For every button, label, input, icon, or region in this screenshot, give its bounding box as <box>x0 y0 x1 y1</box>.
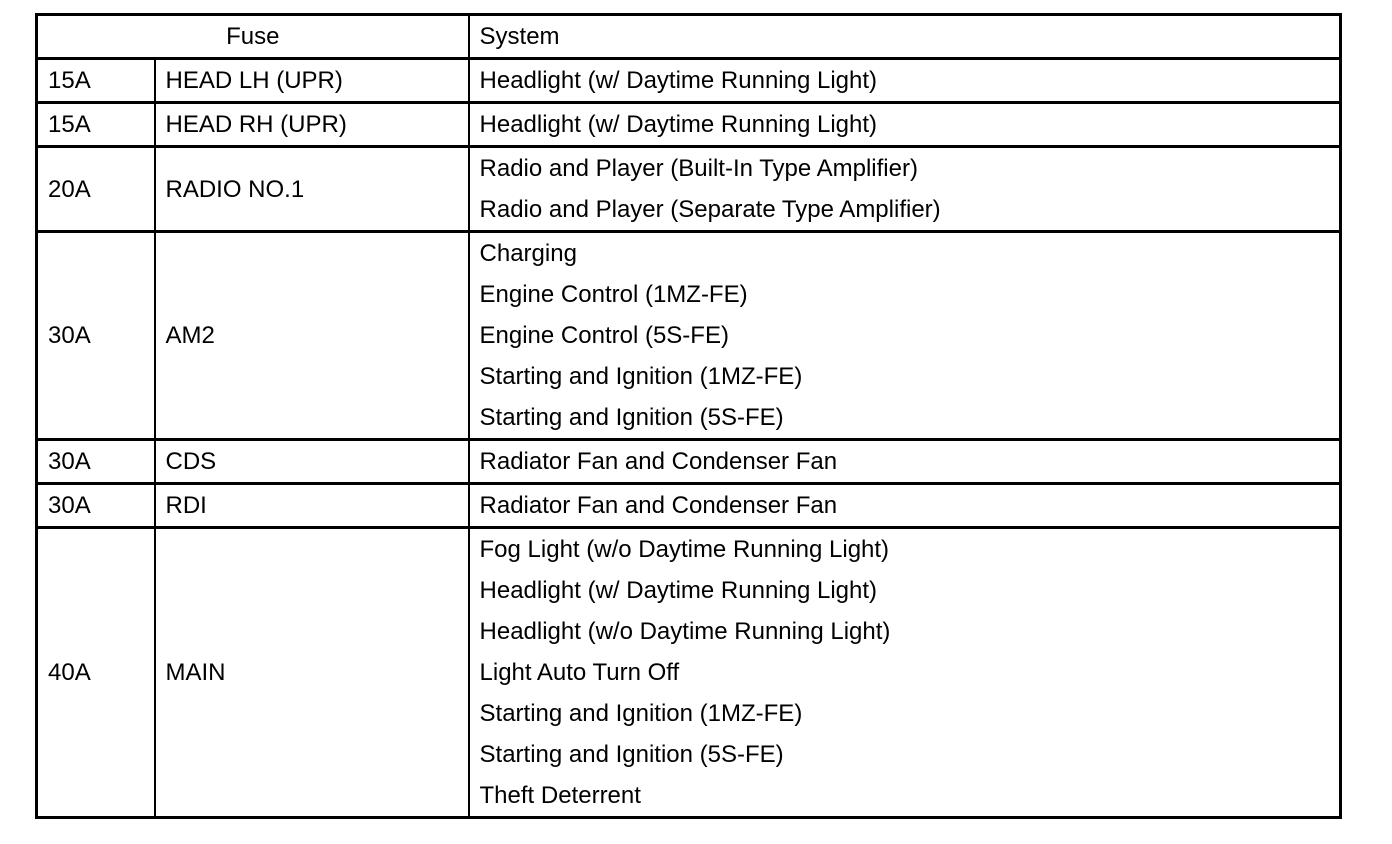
system-item: Light Auto Turn Off <box>479 659 680 686</box>
system-item: Starting and Ignition (1MZ-FE) <box>479 700 803 727</box>
system-cell <box>469 59 1341 103</box>
table-row <box>37 232 1341 440</box>
system-item: Radio and Player (Separate Type Amplifier) <box>479 196 941 223</box>
system-item: Headlight (w/ Daytime Running Light) <box>479 111 878 138</box>
system-cell <box>469 440 1341 484</box>
system-item: Headlight (w/ Daytime Running Light) <box>479 577 878 604</box>
header-row <box>37 15 1341 59</box>
fuse-table <box>35 13 1342 819</box>
system-item: Starting and Ignition (5S-FE) <box>479 404 784 431</box>
fuse-column-header: Fuse <box>37 15 469 59</box>
fuse-name-cell: RDI <box>155 484 469 528</box>
system-cell <box>469 147 1341 232</box>
system-item: Headlight (w/o Daytime Running Light) <box>479 618 891 645</box>
system-cell <box>469 484 1341 528</box>
system-item: Radio and Player (Built-In Type Amplifier) <box>479 155 918 182</box>
fuse-name-cell: HEAD RH (UPR) <box>155 103 469 147</box>
system-item: Engine Control (1MZ-FE) <box>479 281 748 308</box>
fuse-table-body <box>37 59 1341 818</box>
system-item: Engine Control (5S-FE) <box>479 322 729 349</box>
system-cell <box>469 232 1341 440</box>
fuse-amperage-cell: 15A <box>37 59 155 103</box>
fuse-amperage-cell: 30A <box>37 232 155 440</box>
table-row <box>37 147 1341 232</box>
table-row <box>37 103 1341 147</box>
system-item: Radiator Fan and Condenser Fan <box>479 492 838 519</box>
system-item: Charging <box>479 240 577 267</box>
fuse-name-cell: AM2 <box>155 232 469 440</box>
fuse-name-cell: RADIO NO.1 <box>155 147 469 232</box>
fuse-name-cell: CDS <box>155 440 469 484</box>
system-item: Fog Light (w/o Daytime Running Light) <box>479 536 890 563</box>
fuse-amperage-cell: 30A <box>37 440 155 484</box>
fuse-name-cell: HEAD LH (UPR) <box>155 59 469 103</box>
table-row <box>37 59 1341 103</box>
fuse-amperage-cell: 15A <box>37 103 155 147</box>
system-cell <box>469 103 1341 147</box>
table-row <box>37 484 1341 528</box>
system-column-header: System <box>469 15 1341 59</box>
fuse-amperage-cell: 40A <box>37 528 155 818</box>
system-item: Starting and Ignition (1MZ-FE) <box>479 363 803 390</box>
table-row <box>37 440 1341 484</box>
system-item: Headlight (w/ Daytime Running Light) <box>479 67 878 94</box>
fuse-amperage-cell: 20A <box>37 147 155 232</box>
fuse-name-cell: MAIN <box>155 528 469 818</box>
system-item: Starting and Ignition (5S-FE) <box>479 741 784 768</box>
table-row <box>37 528 1341 818</box>
system-cell <box>469 528 1341 818</box>
system-item: Radiator Fan and Condenser Fan <box>479 448 838 475</box>
system-item: Theft Deterrent <box>479 782 641 809</box>
fuse-amperage-cell: 30A <box>37 484 155 528</box>
